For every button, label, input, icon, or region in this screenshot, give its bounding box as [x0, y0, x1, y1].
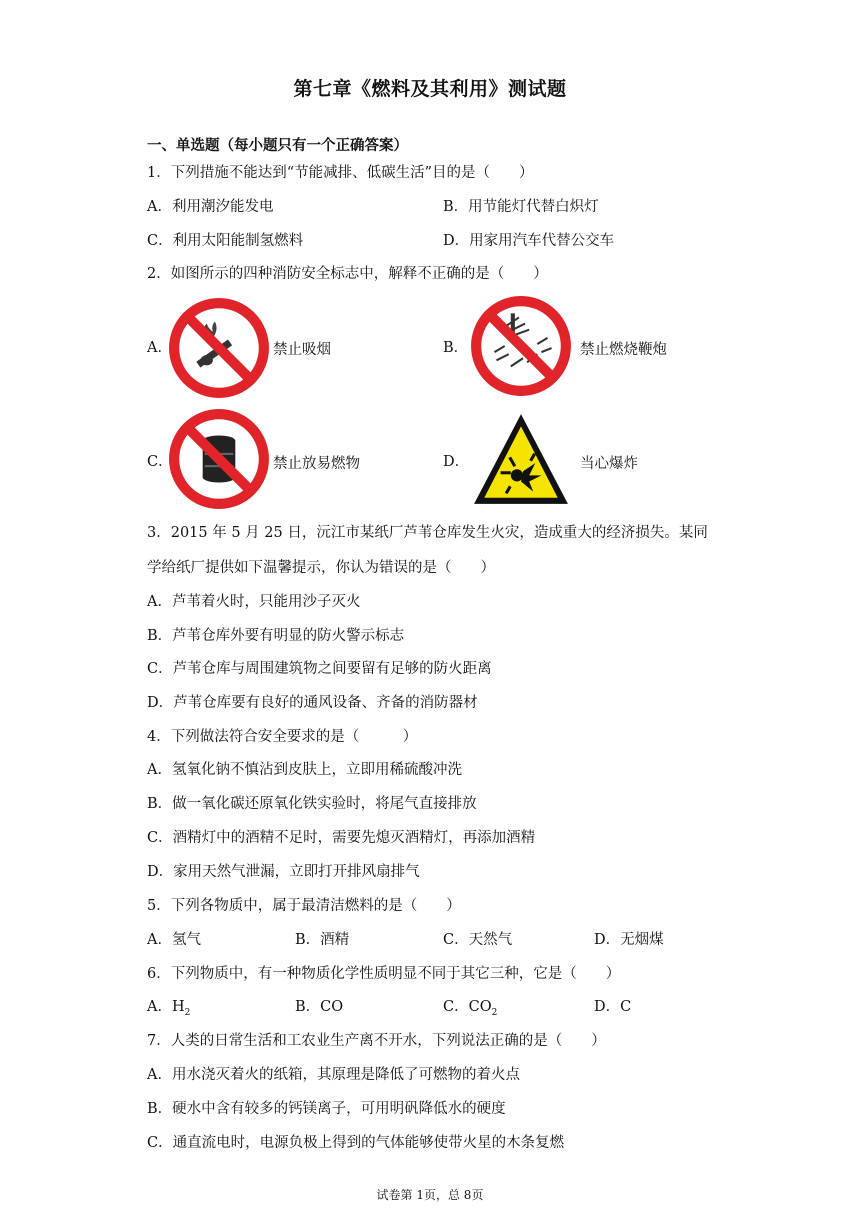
q5-option-c: C．天然气	[443, 932, 513, 948]
q4-option-b: B．做一氧化碳还原氧化铁实验时，将尾气直接排放	[147, 796, 477, 812]
section-heading: 一、单选题（每小题只有一个正确答案）	[147, 137, 408, 154]
q1-option-b: B．用节能灯代替白炽灯	[443, 199, 599, 215]
explosion-warning-sign-icon	[470, 408, 572, 510]
question-2-stem: 2．如图所示的四种消防安全标志中，解释不正确的是（ ）	[147, 266, 548, 282]
question-3-stem-line-2: 学给纸厂提供如下温馨提示，你认为错误的是（ ）	[147, 560, 495, 576]
q3-option-d: D．芦苇仓库要有良好的通风设备、齐备的消防器材	[147, 695, 478, 711]
q3-option-c: C．芦苇仓库与周围建筑物之间要留有足够的防火距离	[147, 661, 492, 677]
q6-option-c-subscript: 2	[491, 1007, 498, 1018]
q2-option-c-label: 禁止放易燃物	[273, 456, 360, 472]
q2-option-a-label: 禁止吸烟	[273, 342, 331, 358]
no-smoking-sign-icon	[168, 297, 270, 399]
q6-option-b: B．CO	[295, 999, 344, 1015]
q2-option-c-letter: C．	[147, 454, 173, 470]
q6-option-a-text: A．H	[147, 999, 185, 1015]
q2-option-b-label: 禁止燃烧鞭炮	[580, 342, 667, 358]
question-4-stem: 4．下列做法符合安全要求的是（ ）	[147, 729, 418, 745]
q7-option-b: B．硬水中含有较多的钙镁离子，可用明矾降低水的硬度	[147, 1101, 506, 1117]
q3-option-a: A．芦苇着火时，只能用沙子灭火	[147, 594, 361, 610]
q2-option-a-letter: A．	[147, 340, 172, 356]
no-firecrackers-sign-icon	[470, 295, 572, 397]
question-5-stem: 5．下列各物质中，属于最清洁燃料的是（ ）	[147, 898, 461, 914]
q1-option-a: A．利用潮汐能发电	[147, 199, 274, 215]
q4-option-a: A．氢氧化钠不慎沾到皮肤上，立即用稀硫酸冲洗	[147, 762, 462, 778]
question-3-stem-line-1: 3．2015 年 5 月 25 日，沅江市某纸厂芦苇仓库发生火灾，造成重大的经济损失。某同	[147, 525, 708, 541]
no-flammables-sign-icon	[168, 408, 270, 510]
q6-option-d: D．C	[594, 999, 632, 1015]
q2-option-d-label: 当心爆炸	[580, 456, 638, 472]
q6-option-a-subscript: 2	[184, 1007, 191, 1018]
q1-option-c: C．利用太阳能制氢燃料	[147, 233, 304, 249]
q2-option-b-letter: B．	[443, 340, 469, 356]
q4-option-c: C．酒精灯中的酒精不足时，需要先熄灭酒精灯，再添加酒精	[147, 830, 536, 846]
q6-option-c-text: C．CO	[443, 999, 492, 1015]
q5-option-a: A．氢气	[147, 932, 201, 948]
q6-option-c	[443, 997, 497, 1023]
q5-option-b: B．酒精	[295, 932, 350, 948]
q7-option-a: A．用水浇灭着火的纸箱，其原理是降低了可燃物的着火点	[147, 1067, 520, 1083]
q1-option-d: D．用家用汽车代替公交车	[443, 233, 615, 249]
q6-option-a	[147, 997, 190, 1023]
page-title: 第七章《燃料及其利用》测试题	[293, 78, 567, 100]
q7-option-c: C．通直流电时，电源负极上得到的气体能够使带火星的木条复燃	[147, 1135, 565, 1151]
q3-option-b: B．芦苇仓库外要有明显的防火警示标志	[147, 628, 405, 644]
question-1-stem: 1．下列措施不能达到“节能减排、低碳生活”目的是（ ）	[147, 165, 534, 181]
page-footer: 试卷第 1页，总 8页	[376, 1188, 484, 1202]
question-6-stem: 6．下列物质中，有一种物质化学性质明显不同于其它三种，它是（ ）	[147, 966, 621, 982]
question-7-stem: 7．人类的日常生活和工农业生产离不开水，下列说法正确的是（ ）	[147, 1033, 606, 1049]
q2-option-d-letter: D．	[443, 454, 470, 470]
q4-option-d: D．家用天然气泄漏，立即打开排风扇排气	[147, 864, 420, 880]
q5-option-d: D．无烟煤	[594, 932, 664, 948]
